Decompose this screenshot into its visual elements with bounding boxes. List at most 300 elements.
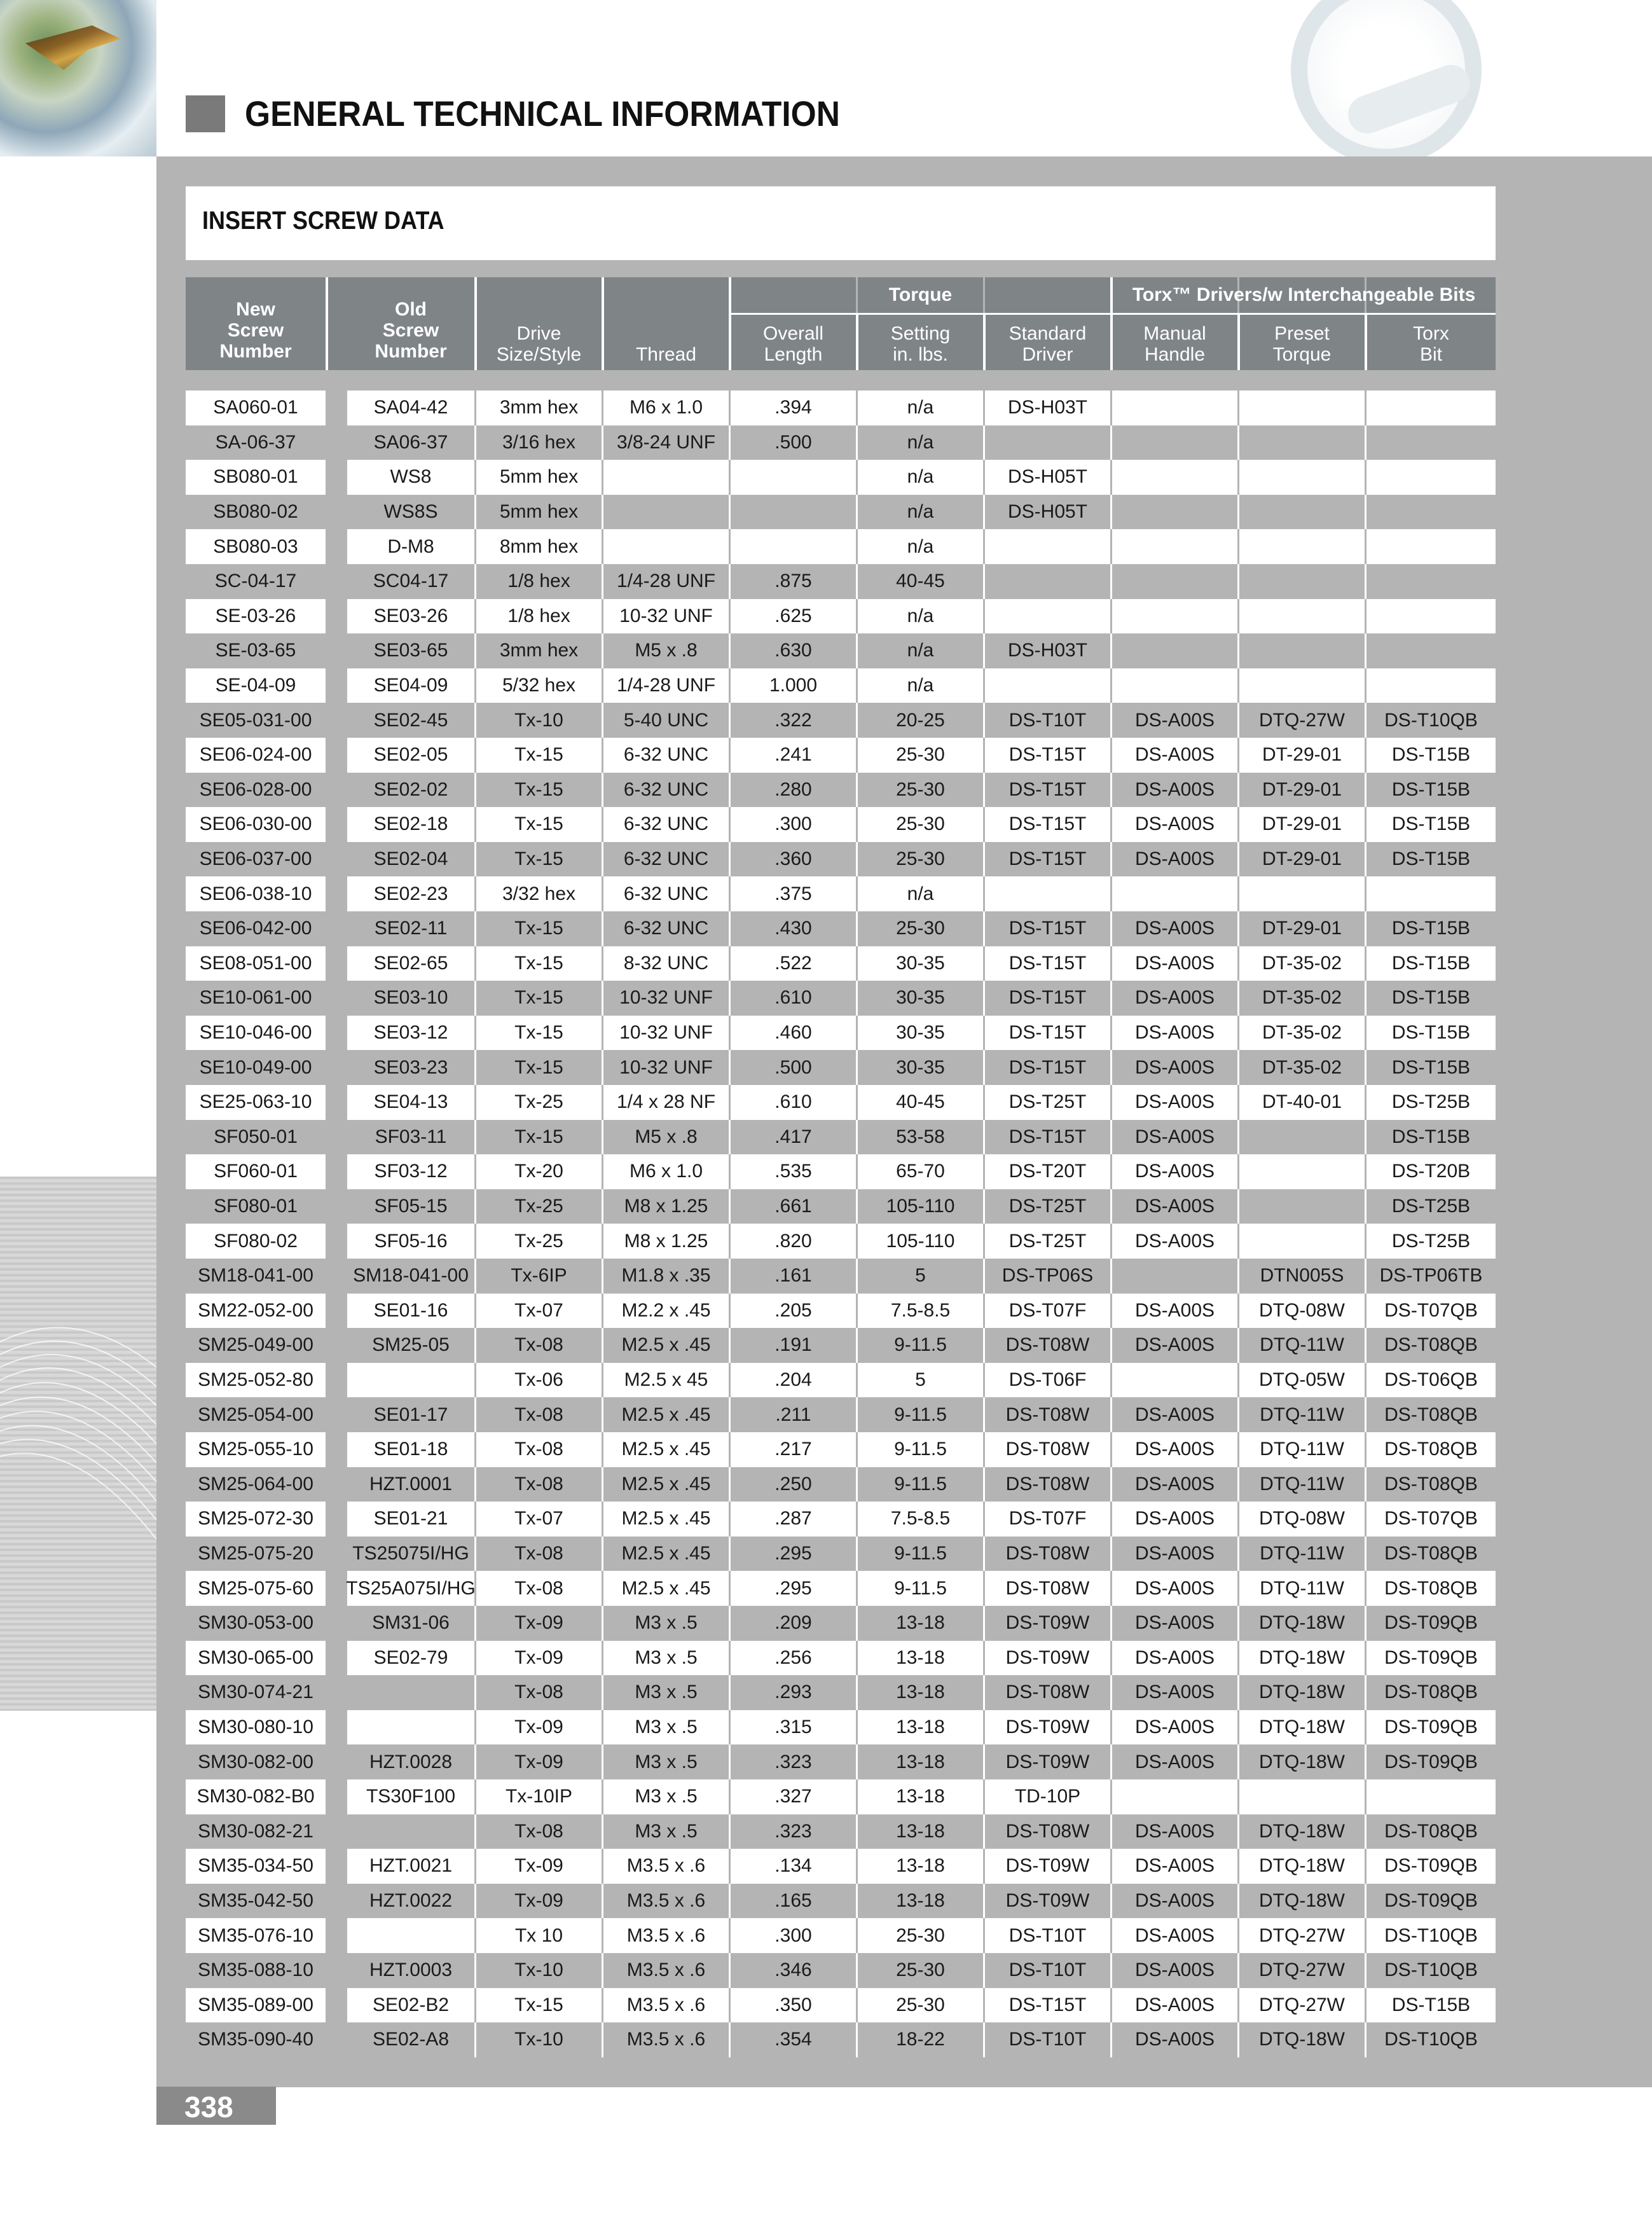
cell-torx-bit: DS-T08QB — [1366, 1397, 1496, 1432]
col-drive — [476, 277, 602, 370]
cell-drive: 1/8 hex — [476, 599, 603, 634]
cell-setting: n/a — [858, 460, 985, 495]
row-gap — [326, 1050, 347, 1085]
cell-thread: M3.5 x .6 — [603, 2022, 731, 2057]
cell-old-screw: SE02-B2 — [347, 1988, 476, 2023]
cell-torx-bit — [1366, 599, 1496, 634]
cell-standard-driver: DS-T15T — [985, 738, 1112, 773]
cell-overall-length: .394 — [731, 390, 858, 425]
cell-drive: Tx-15 — [476, 1120, 603, 1155]
table-row — [186, 1779, 1496, 1814]
table-row — [186, 773, 1496, 808]
cell-thread: M2.5 x .45 — [603, 1328, 731, 1363]
cell-thread: M5 x .8 — [603, 1120, 731, 1155]
cell-manual-handle: DS-A00S — [1112, 1606, 1239, 1641]
cell-torx-bit: DS-T09QB — [1366, 1884, 1496, 1919]
cell-drive: 1/8 hex — [476, 564, 603, 599]
cell-new-screw: SM25-049-00 — [186, 1328, 326, 1363]
cell-preset-torque: DT-29-01 — [1239, 807, 1366, 842]
row-gap — [326, 1918, 347, 1953]
cell-standard-driver: DS-T09W — [985, 1606, 1112, 1641]
cell-thread: M6 x 1.0 — [603, 390, 731, 425]
cell-setting: 105-110 — [858, 1224, 985, 1259]
cell-standard-driver: DS-T15T — [985, 1016, 1112, 1051]
table-row — [186, 668, 1496, 703]
cell-overall-length: .209 — [731, 1606, 858, 1641]
cell-overall-length: .295 — [731, 1571, 858, 1606]
cell-preset-torque — [1239, 460, 1366, 495]
row-gap — [326, 1884, 347, 1919]
cell-overall-length: .280 — [731, 773, 858, 808]
cell-old-screw: SE02-04 — [347, 842, 476, 877]
col-handle-line2: Handle — [1144, 344, 1206, 365]
cell-old-screw: SM18-041-00 — [347, 1259, 476, 1294]
cell-drive: Tx-15 — [476, 911, 603, 946]
cell-standard-driver: DS-T10T — [985, 2022, 1112, 2057]
cell-standard-driver: DS-T15T — [985, 773, 1112, 808]
cell-new-screw: SM25-075-20 — [186, 1537, 326, 1571]
cell-setting: 9-11.5 — [858, 1537, 985, 1571]
cell-overall-length — [731, 460, 858, 495]
cell-old-screw — [347, 1675, 476, 1710]
cell-manual-handle: DS-A00S — [1112, 1675, 1239, 1710]
cell-standard-driver — [985, 668, 1112, 703]
cell-manual-handle — [1112, 564, 1239, 599]
cell-drive: Tx-09 — [476, 1744, 603, 1779]
table-row — [186, 807, 1496, 842]
cell-setting: 13-18 — [858, 1849, 985, 1884]
cell-setting: n/a — [858, 599, 985, 634]
cell-overall-length: 1.000 — [731, 668, 858, 703]
cell-preset-torque: DTQ-18W — [1239, 1641, 1366, 1676]
cell-old-screw: SE03-10 — [347, 981, 476, 1016]
row-gap — [326, 564, 347, 599]
cell-drive: 3/32 hex — [476, 876, 603, 911]
row-gap — [326, 1363, 347, 1398]
table-header — [186, 277, 1496, 370]
col-new-screw — [186, 277, 326, 370]
cell-overall-length: .535 — [731, 1154, 858, 1189]
cell-manual-handle — [1112, 460, 1239, 495]
cell-overall-length — [731, 529, 858, 564]
cell-thread — [603, 460, 731, 495]
cell-standard-driver: DS-T15T — [985, 1988, 1112, 2023]
cell-thread: M2.5 x .45 — [603, 1502, 731, 1537]
cell-torx-bit: DS-T06QB — [1366, 1363, 1496, 1398]
cell-thread: M3.5 x .6 — [603, 1884, 731, 1919]
cell-drive: Tx-25 — [476, 1085, 603, 1120]
cell-torx-bit: DS-T09QB — [1366, 1744, 1496, 1779]
cell-old-screw: HZT.0021 — [347, 1849, 476, 1884]
cell-new-screw: SE06-024-00 — [186, 738, 326, 773]
cell-old-screw: WS8 — [347, 460, 476, 495]
cell-overall-length: .417 — [731, 1120, 858, 1155]
cell-old-screw: SA04-42 — [347, 390, 476, 425]
cell-thread: M3 x .5 — [603, 1779, 731, 1814]
cell-overall-length: .327 — [731, 1779, 858, 1814]
cell-standard-driver: DS-T15T — [985, 842, 1112, 877]
cell-manual-handle: DS-A00S — [1112, 2022, 1239, 2057]
cell-preset-torque — [1239, 495, 1366, 530]
cell-drive: 3mm hex — [476, 390, 603, 425]
table-row — [186, 1120, 1496, 1155]
cell-new-screw: SF060-01 — [186, 1154, 326, 1189]
cell-overall-length: .522 — [731, 946, 858, 981]
cell-thread: M3.5 x .6 — [603, 1953, 731, 1988]
cell-standard-driver: DS-T06F — [985, 1363, 1112, 1398]
cell-overall-length: .250 — [731, 1467, 858, 1502]
col-old-screw-line1: Old — [395, 298, 427, 320]
cell-new-screw: SE10-049-00 — [186, 1050, 326, 1085]
cell-new-screw: SF050-01 — [186, 1120, 326, 1155]
cell-preset-torque — [1239, 1154, 1366, 1189]
cell-drive: Tx-08 — [476, 1814, 603, 1849]
cell-standard-driver: DS-T07F — [985, 1294, 1112, 1329]
cell-overall-length: .205 — [731, 1294, 858, 1329]
cell-drive: Tx 10 — [476, 1918, 603, 1953]
cell-preset-torque: DTQ-18W — [1239, 1606, 1366, 1641]
left-decorative-waves — [0, 1177, 156, 1711]
cell-new-screw: SM35-034-50 — [186, 1849, 326, 1884]
cell-standard-driver: DS-TP06S — [985, 1259, 1112, 1294]
cell-drive: 3/16 hex — [476, 425, 603, 460]
header-sep — [1365, 315, 1367, 370]
cell-torx-bit: DS-T07QB — [1366, 1502, 1496, 1537]
table-row — [186, 703, 1496, 738]
cell-manual-handle: DS-A00S — [1112, 1988, 1239, 2023]
cell-torx-bit — [1366, 876, 1496, 911]
cell-thread: M3.5 x .6 — [603, 1988, 731, 2023]
cell-overall-length: .287 — [731, 1502, 858, 1537]
table-row — [186, 1328, 1496, 1363]
cell-setting: 25-30 — [858, 842, 985, 877]
cell-old-screw: SE03-12 — [347, 1016, 476, 1051]
cell-preset-torque — [1239, 876, 1366, 911]
cell-torx-bit — [1366, 633, 1496, 668]
cell-overall-length: .134 — [731, 1849, 858, 1884]
cell-thread: M3 x .5 — [603, 1606, 731, 1641]
cell-overall-length: .300 — [731, 807, 858, 842]
cell-new-screw: SM25-075-60 — [186, 1571, 326, 1606]
cell-manual-handle — [1112, 599, 1239, 634]
col-new-screw-line2: Screw — [227, 319, 284, 341]
row-gap — [326, 1988, 347, 2023]
row-gap — [326, 876, 347, 911]
cell-setting: 65-70 — [858, 1154, 985, 1189]
bird-image — [25, 25, 121, 70]
cell-manual-handle: DS-A00S — [1112, 1502, 1239, 1537]
cell-setting: 13-18 — [858, 1641, 985, 1676]
cell-drive: Tx-08 — [476, 1397, 603, 1432]
cell-thread: M3 x .5 — [603, 1675, 731, 1710]
cell-manual-handle: DS-A00S — [1112, 738, 1239, 773]
cell-old-screw — [347, 1710, 476, 1745]
row-gap — [326, 1259, 347, 1294]
cell-overall-length: .293 — [731, 1675, 858, 1710]
row-gap — [326, 1779, 347, 1814]
cell-standard-driver: DS-T20T — [985, 1154, 1112, 1189]
cell-old-screw: TS30F100 — [347, 1779, 476, 1814]
cell-thread: 5-40 UNC — [603, 703, 731, 738]
cell-setting: n/a — [858, 668, 985, 703]
cell-drive: Tx-15 — [476, 1016, 603, 1051]
cell-new-screw: SM25-055-10 — [186, 1432, 326, 1467]
cell-preset-torque: DT-35-02 — [1239, 1016, 1366, 1051]
cell-new-screw: SE06-030-00 — [186, 807, 326, 842]
cell-drive: Tx-09 — [476, 1884, 603, 1919]
cell-preset-torque: DTQ-18W — [1239, 1675, 1366, 1710]
cell-manual-handle — [1112, 633, 1239, 668]
group-torque: Torque — [888, 284, 953, 305]
cell-new-screw: SB080-02 — [186, 495, 326, 530]
cell-thread: 6-32 UNC — [603, 842, 731, 877]
cell-new-screw: SM35-088-10 — [186, 1953, 326, 1988]
cell-new-screw: SM25-064-00 — [186, 1467, 326, 1502]
cell-thread: 6-32 UNC — [603, 738, 731, 773]
cell-drive: Tx-08 — [476, 1328, 603, 1363]
cell-old-screw: SC04-17 — [347, 564, 476, 599]
table-row — [186, 1294, 1496, 1329]
col-thread — [603, 277, 729, 370]
cell-old-screw — [347, 1814, 476, 1849]
cell-new-screw: SE06-028-00 — [186, 773, 326, 808]
cell-setting: 20-25 — [858, 703, 985, 738]
group-torque-rule — [731, 313, 1110, 315]
cell-thread: M6 x 1.0 — [603, 1154, 731, 1189]
cell-drive: Tx-08 — [476, 1537, 603, 1571]
row-gap — [326, 1397, 347, 1432]
cell-manual-handle: DS-A00S — [1112, 911, 1239, 946]
row-gap — [326, 842, 347, 877]
waves-graphic — [0, 1177, 156, 1711]
cell-torx-bit: DS-T09QB — [1366, 1606, 1496, 1641]
cell-standard-driver: DS-T08W — [985, 1432, 1112, 1467]
cell-preset-torque: DTQ-27W — [1239, 1918, 1366, 1953]
col-driver-line1: Standard — [1008, 323, 1087, 344]
cell-torx-bit: DS-T09QB — [1366, 1849, 1496, 1884]
cell-old-screw: SM31-06 — [347, 1606, 476, 1641]
cell-thread: 1/4-28 UNF — [603, 668, 731, 703]
table-row — [186, 1363, 1496, 1398]
cell-manual-handle — [1112, 876, 1239, 911]
cell-preset-torque: DTQ-11W — [1239, 1328, 1366, 1363]
cell-drive: Tx-15 — [476, 946, 603, 981]
cell-overall-length: .241 — [731, 738, 858, 773]
cell-overall-length: .430 — [731, 911, 858, 946]
cell-preset-torque: DT-29-01 — [1239, 773, 1366, 808]
cell-preset-torque: DTQ-18W — [1239, 1744, 1366, 1779]
cell-setting: 40-45 — [858, 1085, 985, 1120]
table-row — [186, 1189, 1496, 1224]
row-gap — [326, 668, 347, 703]
cell-drive: Tx-10 — [476, 703, 603, 738]
cell-standard-driver: DS-T08W — [985, 1571, 1112, 1606]
row-gap — [326, 1710, 347, 1745]
table-row — [186, 1154, 1496, 1189]
cell-setting: n/a — [858, 390, 985, 425]
cell-setting: 25-30 — [858, 911, 985, 946]
cell-preset-torque — [1239, 425, 1366, 460]
cell-drive: Tx-07 — [476, 1294, 603, 1329]
cell-preset-torque: DTQ-18W — [1239, 1884, 1366, 1919]
cell-manual-handle: DS-A00S — [1112, 1849, 1239, 1884]
row-gap — [326, 807, 347, 842]
row-gap — [326, 1432, 347, 1467]
cell-preset-torque: DTQ-11W — [1239, 1571, 1366, 1606]
table-row — [186, 738, 1496, 773]
cell-manual-handle — [1112, 529, 1239, 564]
cell-new-screw: SM35-042-50 — [186, 1884, 326, 1919]
table-row — [186, 981, 1496, 1016]
cell-overall-length: .375 — [731, 876, 858, 911]
cell-manual-handle — [1112, 1779, 1239, 1814]
cell-drive: Tx-09 — [476, 1606, 603, 1641]
cell-overall-length: .610 — [731, 981, 858, 1016]
cell-setting: 9-11.5 — [858, 1328, 985, 1363]
cell-drive: Tx-15 — [476, 1050, 603, 1085]
cell-new-screw: SM35-089-00 — [186, 1988, 326, 2023]
table-row — [186, 495, 1496, 530]
cell-standard-driver: DS-T09W — [985, 1744, 1112, 1779]
table-row — [186, 1016, 1496, 1051]
cell-setting: 13-18 — [858, 1779, 985, 1814]
cell-manual-handle: DS-A00S — [1112, 1710, 1239, 1745]
cell-overall-length: .360 — [731, 842, 858, 877]
cell-standard-driver: DS-T15T — [985, 1050, 1112, 1085]
cell-manual-handle: DS-A00S — [1112, 773, 1239, 808]
cell-new-screw: SM30-082-00 — [186, 1744, 326, 1779]
cell-manual-handle: DS-A00S — [1112, 1016, 1239, 1051]
cell-thread: 1/4-28 UNF — [603, 564, 731, 599]
cell-standard-driver: DS-T08W — [985, 1328, 1112, 1363]
table-row — [186, 1397, 1496, 1432]
cell-preset-torque: DTQ-05W — [1239, 1363, 1366, 1398]
cell-manual-handle: DS-A00S — [1112, 1397, 1239, 1432]
cell-drive: Tx-08 — [476, 1432, 603, 1467]
cell-manual-handle: DS-A00S — [1112, 1467, 1239, 1502]
cell-manual-handle: DS-A00S — [1112, 1571, 1239, 1606]
cell-standard-driver: DS-T08W — [985, 1467, 1112, 1502]
col-driver-line2: Driver — [1022, 344, 1073, 365]
cell-manual-handle: DS-A00S — [1112, 1224, 1239, 1259]
cell-overall-length: .625 — [731, 599, 858, 634]
cell-torx-bit: DS-T10QB — [1366, 1953, 1496, 1988]
table-row — [186, 1502, 1496, 1537]
cell-standard-driver: DS-T15T — [985, 946, 1112, 981]
row-gap — [326, 1744, 347, 1779]
cell-standard-driver — [985, 876, 1112, 911]
cell-thread: M3 x .5 — [603, 1744, 731, 1779]
table-row — [186, 1224, 1496, 1259]
cell-new-screw: SM30-074-21 — [186, 1675, 326, 1710]
cell-thread: 6-32 UNC — [603, 807, 731, 842]
cell-old-screw: TS25075I/HG — [347, 1537, 476, 1571]
cell-new-screw: SE-03-26 — [186, 599, 326, 634]
row-gap — [326, 1953, 347, 1988]
cell-manual-handle — [1112, 1259, 1239, 1294]
cell-overall-length: .165 — [731, 1884, 858, 1919]
cell-manual-handle — [1112, 390, 1239, 425]
cell-thread: 10-32 UNF — [603, 599, 731, 634]
page-number: 338 — [184, 2090, 233, 2124]
col-length-line1: Overall — [762, 323, 824, 344]
cell-overall-length: .161 — [731, 1259, 858, 1294]
header-gap-cell — [328, 277, 347, 370]
table-row — [186, 1537, 1496, 1571]
row-gap — [326, 1502, 347, 1537]
cell-setting: 7.5-8.5 — [858, 1502, 985, 1537]
cell-standard-driver: DS-T15T — [985, 807, 1112, 842]
cell-setting: n/a — [858, 876, 985, 911]
cell-manual-handle: DS-A00S — [1112, 807, 1239, 842]
cell-preset-torque: DTQ-11W — [1239, 1397, 1366, 1432]
cell-torx-bit: DS-T15B — [1366, 738, 1496, 773]
page-title: GENERAL TECHNICAL INFORMATION — [245, 93, 840, 134]
cell-old-screw: SE02-11 — [347, 911, 476, 946]
cell-manual-handle — [1112, 668, 1239, 703]
cell-torx-bit: DS-T08QB — [1366, 1814, 1496, 1849]
cell-thread: 8-32 UNC — [603, 946, 731, 981]
row-gap — [326, 1154, 347, 1189]
cell-thread: M2.5 x .45 — [603, 1537, 731, 1571]
row-gap — [326, 738, 347, 773]
cell-thread: 10-32 UNF — [603, 1050, 731, 1085]
cell-overall-length: .323 — [731, 1814, 858, 1849]
col-drive-line2: Size/Style — [496, 344, 582, 365]
cell-new-screw: SA060-01 — [186, 390, 326, 425]
cell-torx-bit: DS-TP06TB — [1366, 1259, 1496, 1294]
cell-old-screw: HZT.0028 — [347, 1744, 476, 1779]
cell-manual-handle: DS-A00S — [1112, 1294, 1239, 1329]
cell-drive: Tx-10 — [476, 2022, 603, 2057]
cell-standard-driver: DS-T09W — [985, 1641, 1112, 1676]
cell-thread: 6-32 UNC — [603, 911, 731, 946]
cell-thread — [603, 529, 731, 564]
cell-torx-bit: DS-T08QB — [1366, 1432, 1496, 1467]
cell-old-screw: TS25A075I/HG — [347, 1571, 476, 1606]
cell-old-screw: SM25-05 — [347, 1328, 476, 1363]
col-handle-line1: Manual — [1143, 323, 1206, 344]
cell-manual-handle: DS-A00S — [1112, 1884, 1239, 1919]
col-drive-line1: Drive — [516, 323, 561, 344]
cell-preset-torque: DTQ-27W — [1239, 1953, 1366, 1988]
corner-photo — [0, 0, 156, 156]
cell-new-screw: SB080-03 — [186, 529, 326, 564]
cell-standard-driver: DS-T08W — [985, 1675, 1112, 1710]
cell-drive: Tx-09 — [476, 1641, 603, 1676]
table-row — [186, 1571, 1496, 1606]
row-gap — [326, 1467, 347, 1502]
row-gap — [326, 773, 347, 808]
cell-preset-torque: DT-35-02 — [1239, 946, 1366, 981]
cell-preset-torque: DTQ-27W — [1239, 703, 1366, 738]
cell-standard-driver: TD-10P — [985, 1779, 1112, 1814]
cell-old-screw: HZT.0001 — [347, 1467, 476, 1502]
header-sep — [1237, 315, 1240, 370]
cell-overall-length: .346 — [731, 1953, 858, 1988]
cell-drive: Tx-6IP — [476, 1259, 603, 1294]
cell-setting: 30-35 — [858, 946, 985, 981]
cell-old-screw: SE03-23 — [347, 1050, 476, 1085]
cell-new-screw: SB080-01 — [186, 460, 326, 495]
row-gap — [326, 1606, 347, 1641]
cell-old-screw: SE01-17 — [347, 1397, 476, 1432]
cell-old-screw: SE02-18 — [347, 807, 476, 842]
cell-old-screw: SF05-16 — [347, 1224, 476, 1259]
table-row — [186, 390, 1496, 425]
cell-manual-handle: DS-A00S — [1112, 1814, 1239, 1849]
cell-setting: 30-35 — [858, 1016, 985, 1051]
